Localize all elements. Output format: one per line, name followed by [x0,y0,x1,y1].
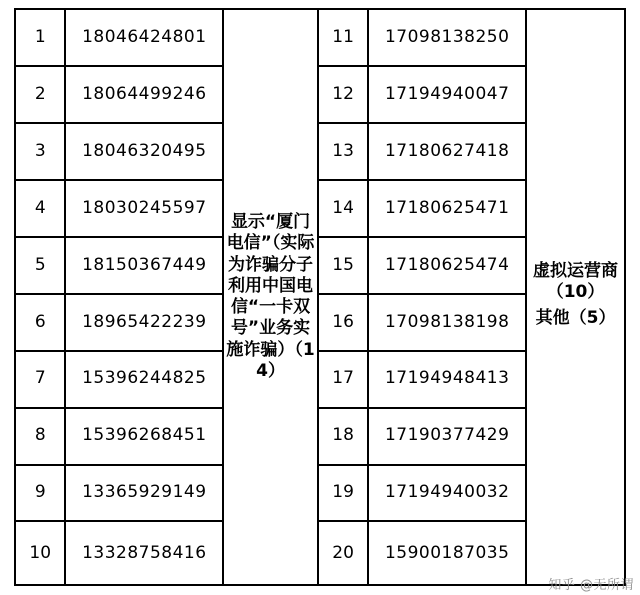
row-index: 7 [15,351,65,408]
phone-number-table [14,8,626,586]
row-index: 3 [15,123,65,180]
row-index: 16 [318,294,368,351]
row-index: 17 [318,351,368,408]
phone-number: 17180625471 [368,180,526,237]
phone-number: 17194940047 [368,66,526,123]
phone-number: 15396244825 [65,351,223,408]
phone-number: 18030245597 [65,180,223,237]
row-index: 8 [15,408,65,465]
phone-number: 17180627418 [368,123,526,180]
phone-number: 17098138250 [368,9,526,66]
table-row [15,9,625,66]
row-index: 15 [318,237,368,294]
row-index: 19 [318,465,368,522]
watermark: 知乎 @无所谓 [548,578,634,593]
row-index: 2 [15,66,65,123]
left-note-cell [223,9,318,585]
phone-number: 13328758416 [65,521,223,585]
row-index: 12 [318,66,368,123]
phone-number: 17098138198 [368,294,526,351]
phone-number: 17194940032 [368,465,526,522]
phone-number: 18046320495 [65,123,223,180]
phone-number: 17180625474 [368,237,526,294]
phone-number: 17194948413 [368,351,526,408]
left-note-text: 显示“厦门电信”（实际为诈骗分子利用中国电信“一卡双号”业务实施诈骗）（14） [226,212,315,381]
row-index: 5 [15,237,65,294]
row-index: 20 [318,521,368,585]
phone-number: 15396268451 [65,408,223,465]
row-index: 10 [15,521,65,585]
phone-number: 15900187035 [368,521,526,585]
phone-number: 18046424801 [65,9,223,66]
phone-number: 18965422239 [65,294,223,351]
row-index: 18 [318,408,368,465]
right-category-cell [526,9,625,585]
row-index: 9 [15,465,65,522]
row-index: 11 [318,9,368,66]
row-index: 13 [318,123,368,180]
phone-number: 18064499246 [65,66,223,123]
category-other: 其他（5） [535,307,616,328]
row-index: 4 [15,180,65,237]
row-index: 14 [318,180,368,237]
row-index: 6 [15,294,65,351]
category-virtual-operator: 虚拟运营商（10） [533,261,619,303]
phone-number: 13365929149 [65,465,223,522]
phone-number: 17190377429 [368,408,526,465]
phone-number: 18150367449 [65,237,223,294]
row-index: 1 [15,9,65,66]
